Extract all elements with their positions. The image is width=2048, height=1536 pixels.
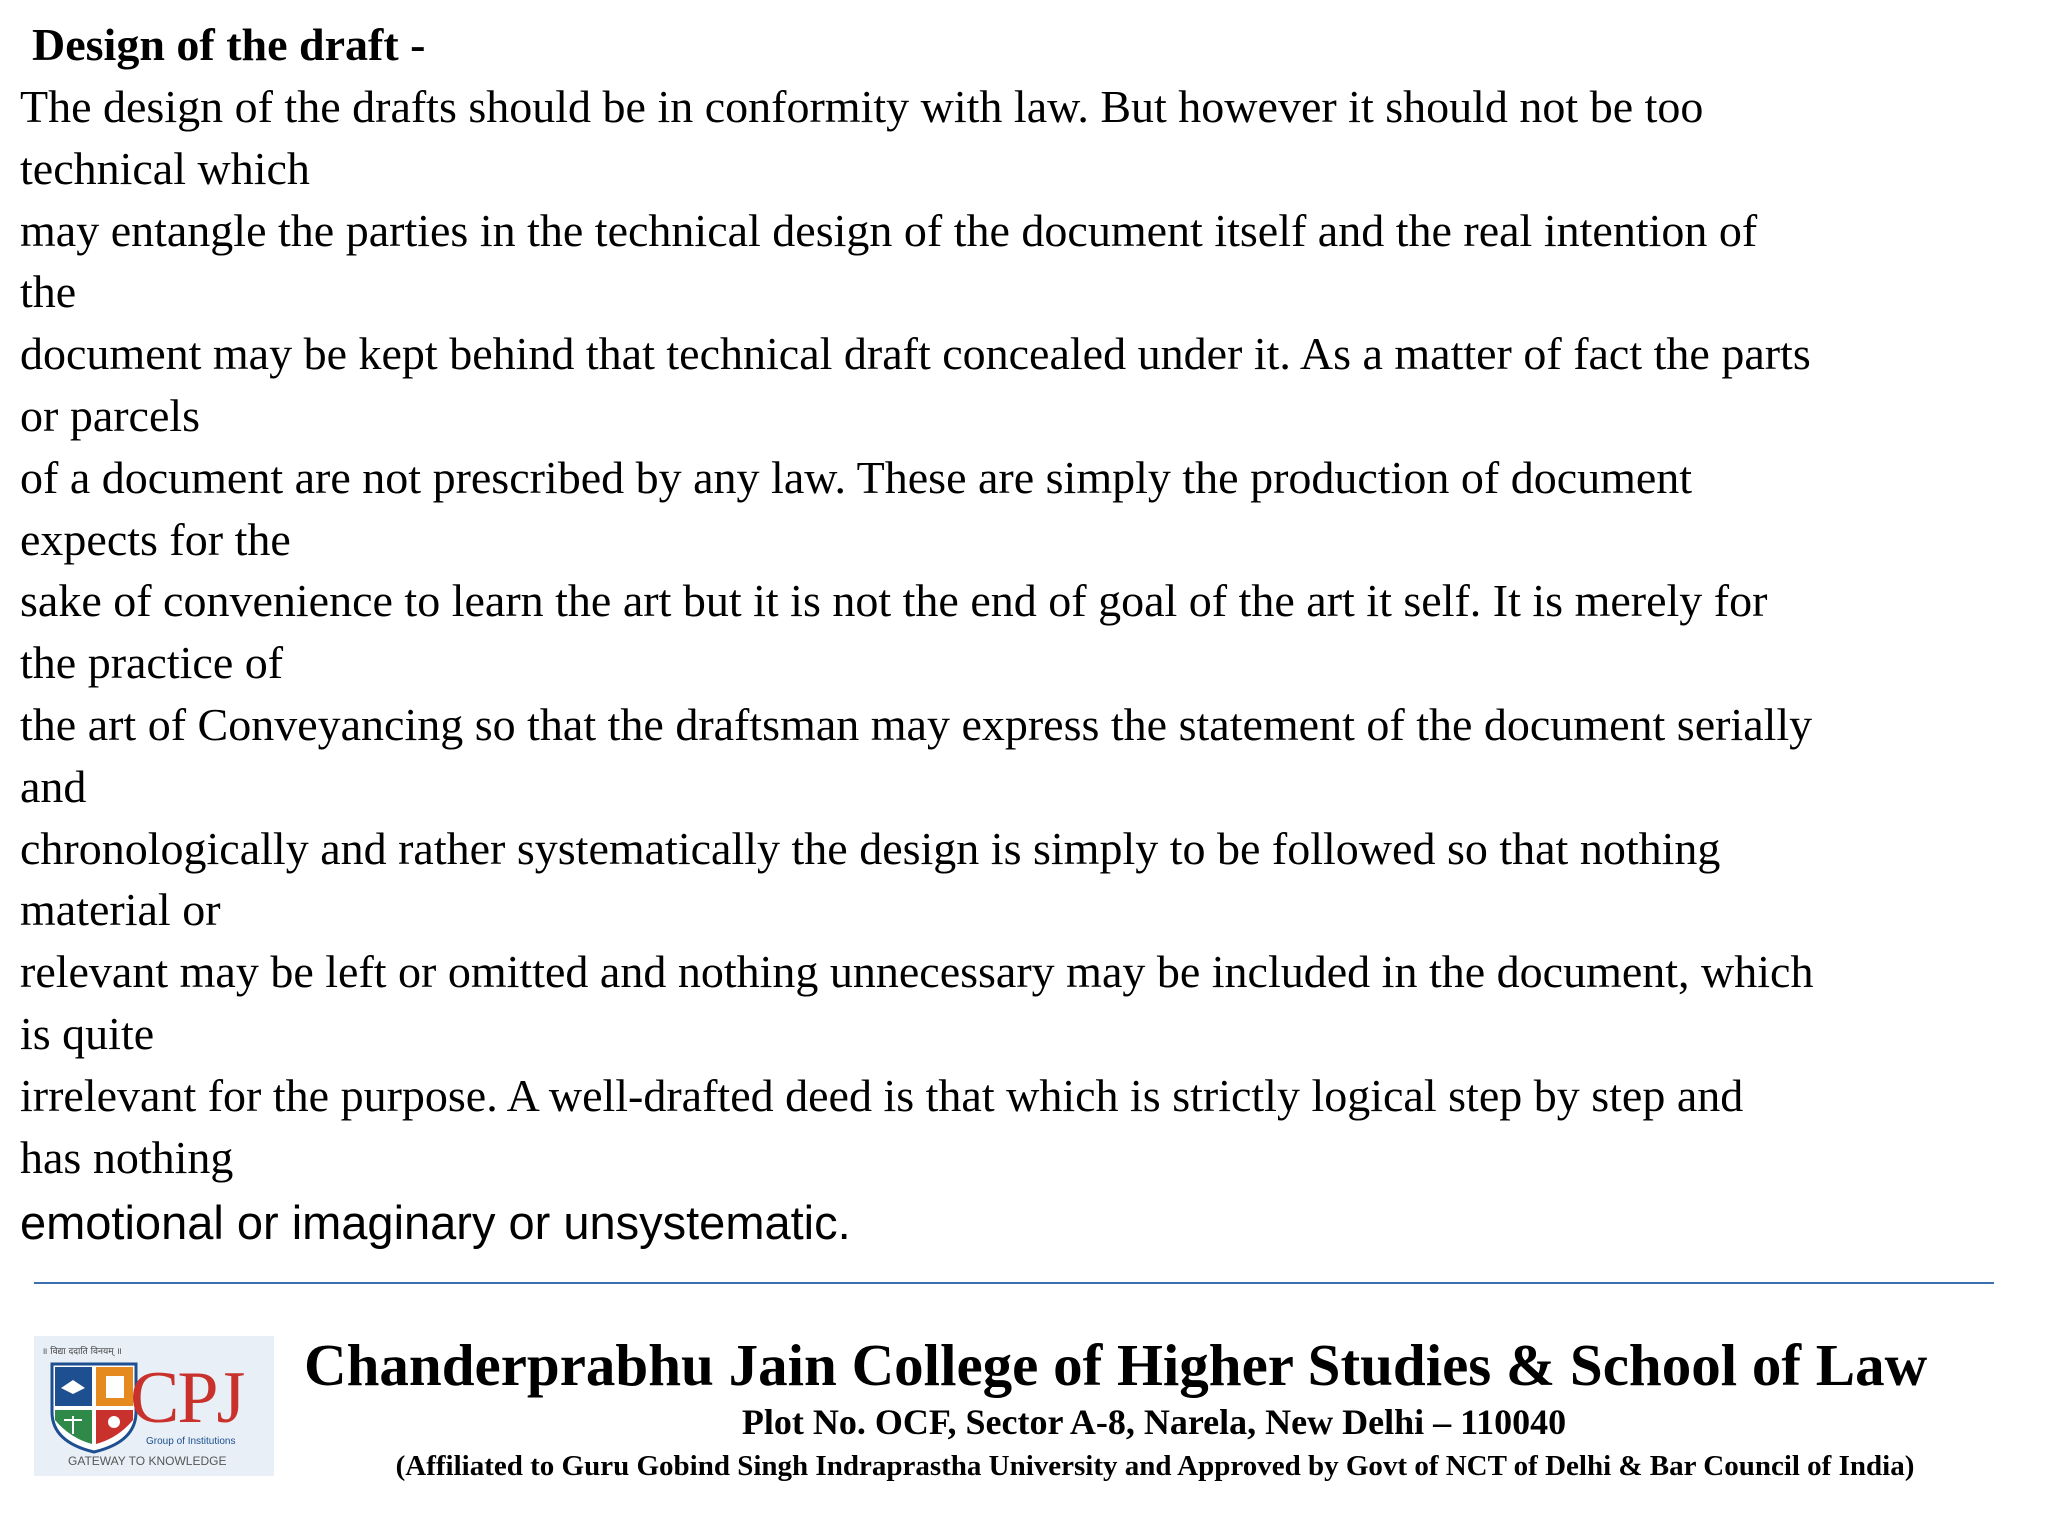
body-line: chronologically and rather systematically the design is simply to be followed so that nothing — [20, 822, 1721, 874]
logo-motto: ॥ विद्या ददाति विनयम् ॥ — [42, 1347, 122, 1357]
section-heading: Design of the draft - — [32, 19, 426, 70]
body-line: is quite — [20, 1007, 155, 1059]
college-logo — [34, 1336, 274, 1476]
body-line: the practice of — [20, 637, 284, 689]
body-line: technical which — [20, 142, 310, 194]
body-line: material or — [20, 884, 221, 936]
college-affiliation: (Affiliated to Guru Gobind Singh Indraprastha University and Approved by Govt of NCT of Delhi & Bar Council of India) — [395, 1450, 1915, 1482]
logo-slogan: GATEWAY TO KNOWLEDGE — [68, 1454, 227, 1468]
body-last-line: emotional or imaginary or unsystematic. — [20, 1196, 851, 1249]
body-line: of a document are not prescribed by any law. These are simply the production of document — [20, 451, 1693, 503]
logo-group-text: Group of Institutions — [146, 1436, 236, 1447]
body-line: irrelevant for the purpose. A well-drafted deed is that which is strictly logical step by step and — [20, 1069, 1744, 1121]
body-line: the — [20, 266, 77, 318]
body-line: may entangle the parties in the technical design of the document itself and the real intention of — [20, 204, 1758, 256]
body-line: document may be kept behind that technical draft concealed under it. As a matter of fact the parts — [20, 328, 1811, 380]
body-line: or parcels — [20, 389, 201, 441]
body-line: the art of Conveyancing so that the draftsman may express the statement of the document serially — [20, 698, 1813, 750]
shield-emblem-icon — [46, 1358, 142, 1454]
body-paragraph — [20, 76, 2040, 1188]
body-line: has nothing — [20, 1131, 234, 1183]
body-line: relevant may be left or omitted and nothing unnecessary may be included in the document, which — [20, 946, 1814, 998]
college-name: Chanderprabhu Jain College of Higher Studies & School of Law — [304, 1332, 1928, 1398]
body-line: The design of the drafts should be in conformity with law. But however it should not be too — [20, 81, 1704, 132]
body-line: expects for the — [20, 513, 291, 565]
college-address: Plot No. OCF, Sector A-8, Narela, New Delhi – 110040 — [741, 1402, 1567, 1442]
body-line: and — [20, 760, 87, 812]
body-line: sake of convenience to learn the art but it is not the end of goal of the art it self. It is merely for — [20, 575, 1768, 627]
logo-wordmark: CPJ — [130, 1357, 244, 1439]
footer-divider — [34, 1282, 1994, 1284]
